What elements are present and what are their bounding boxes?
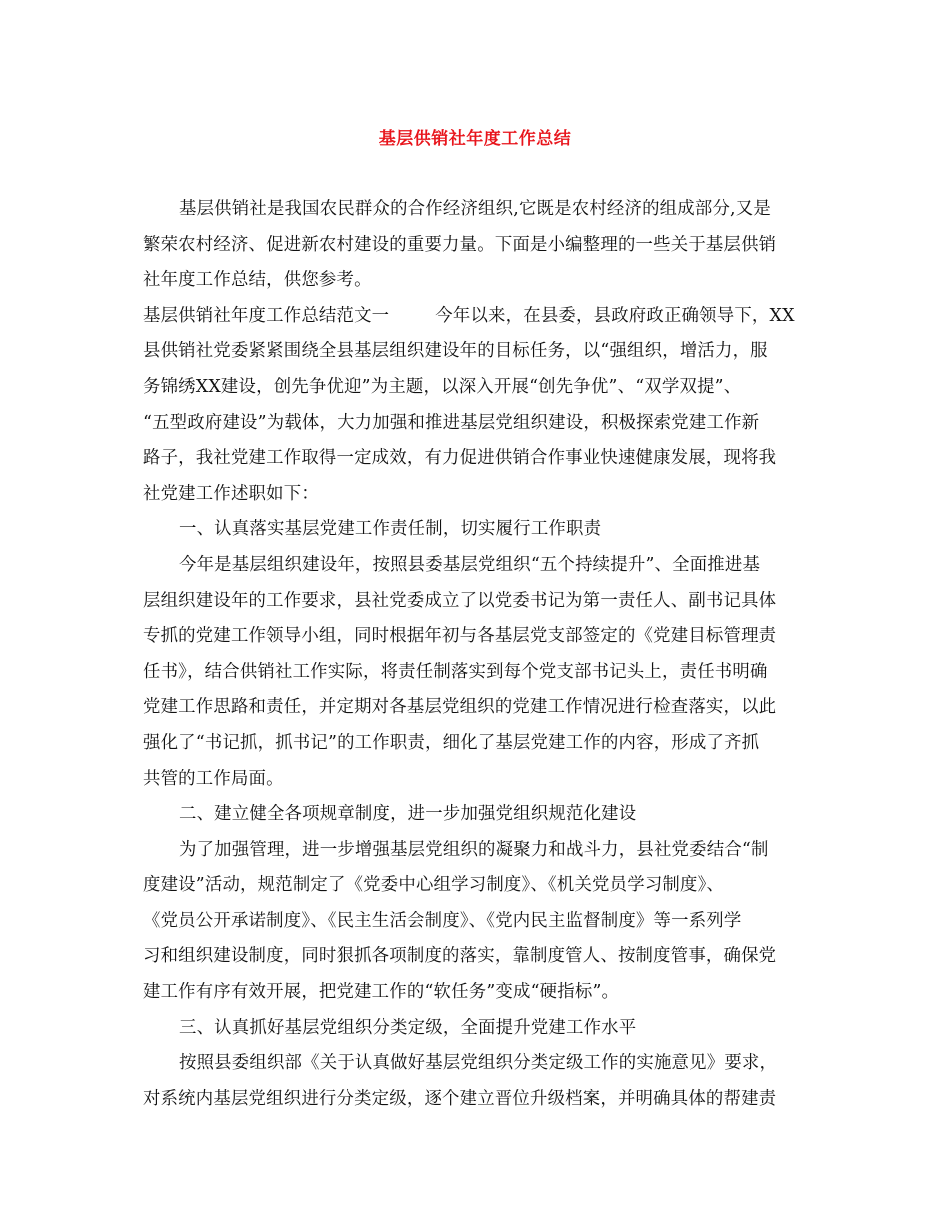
paragraph-line: 社年度工作总结，供您参考。 — [143, 270, 372, 291]
paragraph-line: 为了加强管理，进一步增强基层党组织的凝聚力和战斗力，县社党委结合“制 — [179, 839, 769, 860]
paragraph-line: 度建设”活动，规范制定了《党委中心组学习制度》、《机关党员学习制度》、 — [143, 875, 725, 896]
paragraph-line: 务锦绣XX建设，创先争优迎”为主题，以深入开展“创先争优”、“双学双提”、 — [143, 376, 742, 397]
paragraph-line: 习和组织建设制度，同时狠抓各项制度的落实，靠制度管人、按制度管事，确保党 — [143, 946, 777, 967]
paragraph-line: 任书》，结合供销社工作实际，将责任制落实到每个党支部书记头上，责任书明确 — [143, 661, 768, 682]
paragraph-line: 层组织建设年的工作要求，县社党委成立了以党委书记为第一责任人、副书记具体 — [143, 590, 777, 611]
paragraph-line: 对系统内基层党组织进行分类定级，逐个建立晋位升级档案，并明确具体的帮建责 — [143, 1088, 777, 1109]
paragraph-line: 社党建工作述职如下： — [143, 483, 319, 504]
paragraph-line: 党建工作思路和责任，并定期对各基层党组织的党建工作情况进行检查落实，以此 — [143, 697, 777, 718]
paragraph-line: 强化了“书记抓，抓书记”的工作职责，细化了基层党建工作的内容，形成了齐抓 — [143, 732, 760, 753]
paragraph-line: 专抓的党建工作领导小组，同时根据年初与各基层党支部签定的《党建目标管理责 — [143, 626, 777, 647]
document-title: 基层供销社年度工作总结 — [378, 129, 572, 149]
paragraph-line: “五型政府建设”为载体，大力加强和推进基层党组织建设，积极探索党建工作新 — [143, 412, 760, 433]
paragraph-line: 《党员公开承诺制度》、《民主生活会制度》、《党内民主监督制度》等一系列学 — [143, 910, 742, 931]
section-heading: 一、认真落实基层党建工作责任制，切实履行工作职责 — [179, 519, 602, 540]
paragraph-text: 今年以来，在县委，县政府政正确领导下，XX — [435, 305, 795, 326]
section-heading: 二、建立健全各项规章制度，进一步加强党组织规范化建设 — [179, 804, 637, 825]
paragraph-line — [143, 299, 823, 335]
section-heading: 三、认真抓好基层党组织分类定级，全面提升党建工作水平 — [179, 1017, 637, 1038]
paragraph-line: 建工作有序有效开展，把党建工作的“软任务”变成“硬指标”。 — [143, 982, 620, 1003]
paragraph-line: 繁荣农村经济、促进新农村建设的重要力量。下面是小编整理的一些关于基层供销 — [143, 234, 777, 255]
paragraph-line: 基层供销社是我国农民群众的合作经济组织,它既是农村经济的组成部分,又是 — [179, 199, 771, 219]
document-body — [143, 192, 823, 1117]
paragraph-line: 共管的工作局面。 — [143, 768, 284, 789]
paragraph-line: 路子，我社党建工作取得一定成效，有力促进供销合作事业快速健康发展，现将我 — [143, 448, 777, 469]
paragraph-line: 今年是基层组织建设年，按照县委基层党组织“五个持续提升”、全面推进基 — [179, 554, 761, 575]
paragraph-line: 按照县委组织部《关于认真做好基层党组织分类定级工作的实施意见》要求， — [179, 1053, 778, 1074]
section-heading: 基层供销社年度工作总结范文一 — [143, 305, 390, 326]
paragraph-line: 县供销社党委紧紧围绕全县基层组织建设年的目标任务，以“强组织，增活力，服 — [143, 341, 768, 362]
